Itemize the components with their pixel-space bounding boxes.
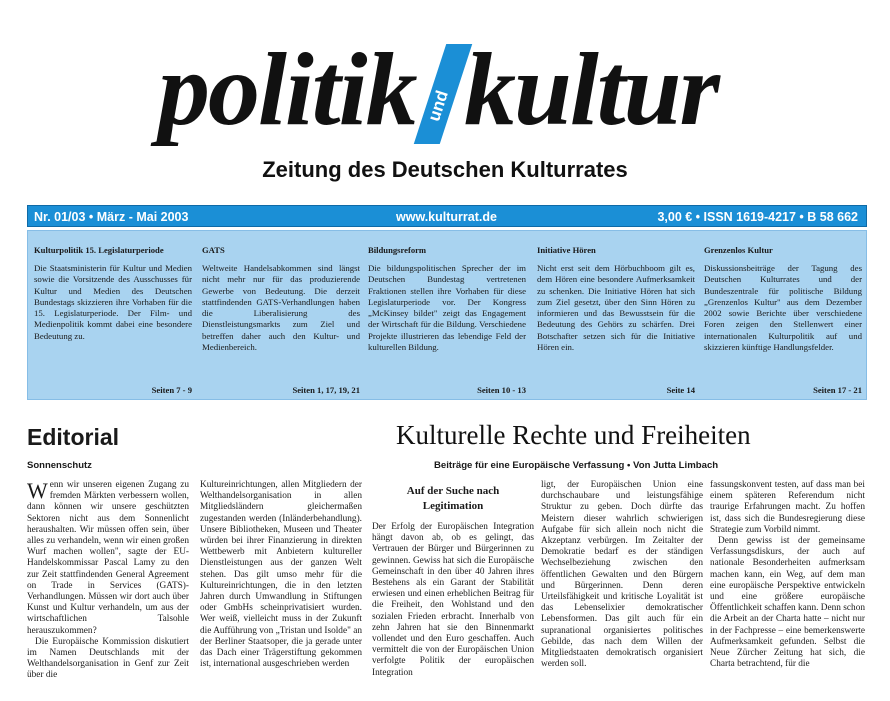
article-paragraph: ligt, der Europäischen Union eine durchschaubare und leistungsfähige Struktur zu geben. Doch dürfte das Meistern dieser wahrlich schwierigen Aufgabe für sich allein noch nicht die Akzeptanz verbürgen. Im Zeitalter der Demokratie bedarf es der ständigen Wechselbeziehung zwischen den öffentlichen Gewalten und den Bürgern und Bürgerinnen. Denn deren Urteilsfähigkeit und kritische Loyalität ist das Lebenselixier demokratischer Lebensformen. Das gilt auch für ein supranational organisiertes politisches Gebilde, das nach dem Willen der Mitgliedstaaten demokratisch organisiert werden soll. (541, 480, 703, 670)
teaser-text: Diskussionsbeiträge der Tagung des Deutschen Kulturrates und der Bundeszentrale für politische Bildung „Grenzenlos Kultur" aus dem Dezember 2002 sowie Berichte über verschiedene Foren zeigen den Stellenwert einer internationalen Kulturpolitik auf und skizzieren künftige Handlungsfelder. (704, 263, 862, 353)
editorial-dropcap: W (27, 480, 48, 503)
article-column-1 (372, 480, 534, 701)
article-headline: Kulturelle Rechte und Freiheiten (396, 420, 751, 450)
article-byline: Beiträge für eine Europäische Verfassung • Von Jutta Limbach (434, 460, 719, 471)
teaser-heading: Kulturpolitik 15. Legislaturperiode (34, 245, 164, 255)
teaser-text: Die bildungspolitischen Sprecher der im Deutschen Bundestag vertretenen Fraktionen stellen ihre Vorhaben für diese Legislaturperiode vor. Der Kongress „McKinsey bildet" zeigt das Engagement der Wirtschaft für die Bildung. Verschiedene Projekte illustrieren das lebendige Feld der kulturellen Bildung. (368, 263, 526, 353)
teaser-text: Die Staatsministerin für Kultur und Medien sowie die Vorsitzende des Ausschusses für Kultur und Medien des Deutschen Bundestags skizzieren ihre Vorhaben für die 15. Legislaturperiode. Der Film- und Medienpolitik kommt dabei eine besondere Bedeutung zu. (34, 263, 192, 341)
article-paragraph: fassungskonvent testen, auf dass man bei einem späteren Referendum nicht traurige Erfahrungen macht. Zu hoffen ist, dass sich die Bundesregierung diese Strategie zum Vorbild nimmt. (710, 480, 865, 535)
website-link[interactable]: www.kulturrat.de (396, 210, 497, 224)
price-issn: 3,00 € • ISSN 1619-4217 • B 58 662 (657, 210, 858, 224)
article-subhead: Auf der Suche nach Legitimation (406, 485, 500, 512)
teaser-heading: Bildungsreform (368, 245, 427, 255)
teaser-pages: Seiten 1, 17, 19, 21 (292, 385, 360, 395)
editorial-column-2 (200, 480, 362, 701)
issue-number: Nr. 01/03 • März - Mai 2003 (34, 210, 189, 224)
article-column-3 (710, 480, 865, 701)
teaser-kulturpolitik[interactable] (34, 245, 192, 395)
editorial-title: Editorial (27, 424, 120, 450)
editorial-paragraph: enn wir unseren eigenen Zugang zu fremden Märkten verbessern wollen, dann können wir unsere geschützten Sektoren nicht aus dem Sonnenlicht heraushalten. Wir müssen offen sein, über alles zu verhandeln, wenn wir einen großen Wurf machen wollen", sagte der EU-Handelskommissar Pascal Lamy zu den zur Zeit stattfindenden General Agreement on Trade in Services (GATS)-Verhandlungen. Müssen wir dort auch über Kunst und Kultur verhandeln, um aus der wirtschaftlichen Talsohle herauszukommen? (27, 480, 189, 636)
teaser-initiative-hoeren[interactable] (537, 245, 695, 395)
teaser-pages: Seiten 7 - 9 (151, 385, 192, 395)
logo-und: und (424, 88, 452, 124)
teaser-heading: Grenzenlos Kultur (704, 245, 773, 255)
teaser-pages: Seiten 10 - 13 (477, 385, 526, 395)
teaser-text: Nicht erst seit dem Hörbuchboom gilt es, dem Hören eine besondere Aufmerksamkeit zu schenken. Die Initiative Hören hat sich zum Ziel gesetzt, über den Sinn Hören zu informieren und das Bewusstsein für die Bedeutung des Gehörs zu schärfen. Drei Botschafter setzen sich für die Initiative Hören ein. (537, 263, 695, 353)
article-paragraph: Der Erfolg der Europäischen Integration hängt davon ab, ob es gelingt, das Vertrauen der Bürger und Bürgerinnen zu gewinnen. Gewiss hat sich die Europäische Gemeinschaft in den über 40 Jahren ihres Bestehens als ein Garant der Stabilität erwiesen und einen erheblichen Beitrag für die Freiheit, den Wohlstand und den sozialen Frieden erbracht. Innerhalb von zehn Jahren hat sie den Binnenmarkt vollendet und den Euro geschaffen. Auch vermittelt die von der Europäischen Union verfolgte Politik der europäischen Integration (372, 522, 534, 678)
editorial-paragraph: Die Europäische Kommission diskutiert im Namen Deutschlands mit der Welthandelsorganisation in Genf zur Zeit über die (27, 636, 189, 681)
logo-politik: politik (158, 32, 416, 147)
article-column-2 (541, 480, 703, 701)
teaser-gats[interactable] (202, 245, 360, 395)
teaser-pages: Seiten 17 - 21 (813, 385, 862, 395)
newspaper-subtitle: Zeitung des Deutschen Kulturrates (262, 157, 628, 182)
editorial-subtitle: Sonnenschutz (27, 460, 92, 471)
teaser-text: Weltweite Handelsabkommen sind längst nicht mehr nur für das produzierende Gewerbe von Bedeutung. Die derzeit stattfindenden GATS-Verhandlungen haben die Liberalisierung des Dienstleistungsmarkts zum Ziel und betreffen daher auch den Kultur- und Medienbereich. (202, 263, 360, 353)
teaser-bildungsreform[interactable] (368, 245, 526, 395)
editorial-column-1 (27, 480, 189, 701)
issue-info-bar (27, 205, 867, 227)
article-paragraph: Denn gewiss ist der gemeinsame Verfassungsdiskurs, der auch auf nationale Besonderheiten aufmerksam machen kann, ein Weg, auf dem man eine europäische Perspektive entwickeln und eine größere europäische Öffentlichkeit schaffen kann. Denn schon die Arbeit an der Charta hatte – nicht nur in der Fachpresse – eine bemerkenswerte Aufmerksamkeit gefunden. Selbst die Neue Zürcher Zeitung hat sich, die Charta betrachtend, für die (710, 536, 865, 670)
teaser-heading: Initiative Hören (537, 245, 596, 255)
logo-kultur: kultur (464, 32, 718, 147)
teaser-box (27, 230, 867, 400)
teaser-heading: GATS (202, 245, 225, 255)
editorial-paragraph: Kultureinrichtungen, allen Mitgliedern der Welthandelsorganisation in allen Mitgliedsländern gleichermaßen zugestanden werden (Inländerbehandlung). Unsere Bibliotheken, Museen und Theater würden bei ihrer Finanzierung in direkten Wettbewerb mit Anbietern kultureller Dienstleistungen aus der ganzen Welt stehen. Das gilt umso mehr für die Kultureinrichtungen, die in den letzten Jahren durch Umwandlung in Stiftungen oder GmbHs scheinprivatisiert wurden. Wer weiß, vielleicht muss in der Zukunft die Aufführung von „Tristan und Isolde" an der Berliner Staatsoper, die ja gerade unter das Dach einer Trägerstiftung gekommen ist, international ausgeschrieben werden (200, 480, 362, 670)
teaser-pages: Seite 14 (666, 385, 695, 395)
teaser-grenzenlos-kultur[interactable] (704, 245, 862, 395)
